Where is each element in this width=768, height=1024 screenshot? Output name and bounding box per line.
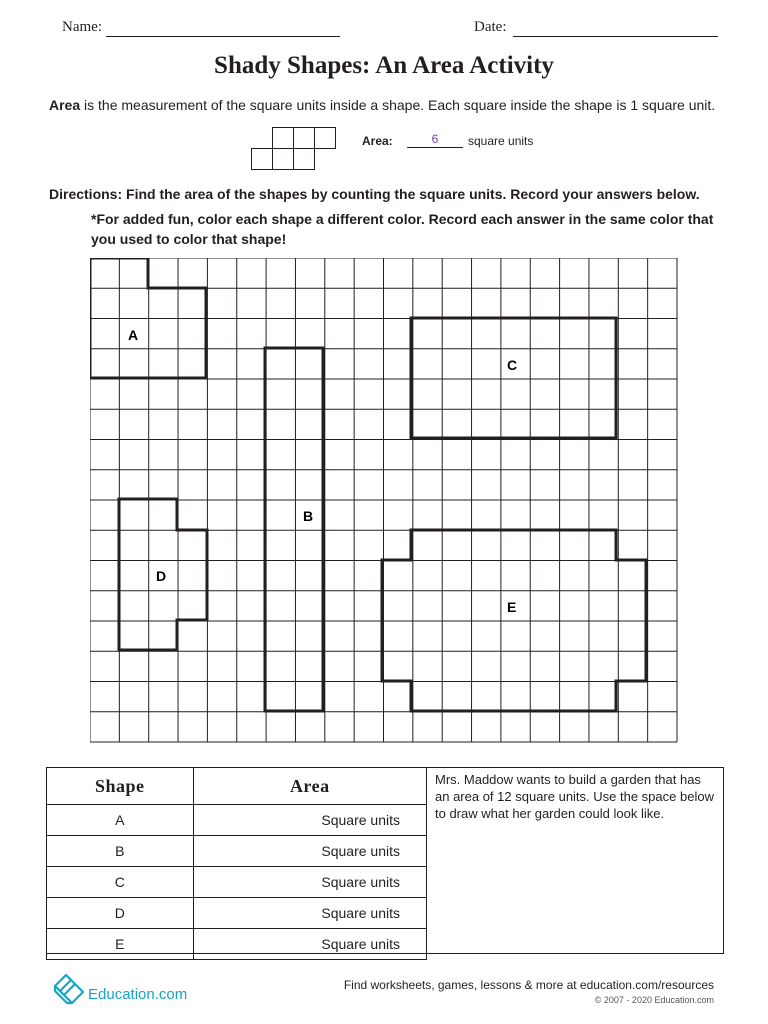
table-header-row bbox=[47, 768, 427, 805]
directions: Directions: Find the area of the shapes by counting the square units. Record your answers below. bbox=[49, 186, 700, 202]
area-term: Area bbox=[49, 97, 81, 113]
brand-logo[interactable] bbox=[52, 972, 188, 1011]
row-area-answer[interactable]: Square units bbox=[193, 836, 426, 867]
example-cell bbox=[272, 148, 294, 170]
example-area-answer: 6 bbox=[407, 132, 463, 148]
example-area-units: square units bbox=[468, 134, 534, 148]
shape-b-label: B bbox=[303, 508, 314, 524]
footer-tagline[interactable]: Find worksheets, games, lessons & more at education.com/resources bbox=[343, 978, 714, 992]
fun-note: *For added fun, color each shape a different color. Record each answer in the same color that you used to color that shape! bbox=[91, 211, 714, 247]
example-cell bbox=[251, 148, 273, 170]
example-area-label: Area: bbox=[362, 134, 393, 148]
shape-b-outline bbox=[265, 348, 323, 711]
garden-prompt: Mrs. Maddow wants to build a garden that has an area of 12 square units. Use the space below to draw what her garden could look like. bbox=[435, 772, 714, 821]
shape-column-header: Shape bbox=[47, 768, 194, 805]
table-row bbox=[47, 867, 427, 898]
footer-copyright: © 2007 - 2020 Education.com bbox=[594, 995, 714, 1005]
table-row bbox=[47, 929, 427, 960]
row-area-answer[interactable]: Square units bbox=[193, 805, 426, 836]
table-row bbox=[47, 836, 427, 867]
shape-c-label: C bbox=[507, 357, 518, 373]
shape-a-label: A bbox=[128, 327, 139, 343]
area-column-header: Area bbox=[193, 768, 426, 805]
row-area-answer[interactable]: Square units bbox=[193, 929, 426, 960]
area-definition bbox=[49, 97, 715, 113]
education-logo-icon bbox=[52, 972, 86, 1006]
example-cell bbox=[272, 127, 294, 149]
example-cell bbox=[314, 127, 336, 149]
row-shape: B bbox=[47, 836, 194, 867]
page-title: Shady Shapes: An Area Activity bbox=[214, 52, 554, 79]
answer-table bbox=[46, 767, 427, 960]
row-area-answer[interactable]: Square units bbox=[193, 867, 426, 898]
shape-d-label: D bbox=[156, 568, 167, 584]
date-field[interactable] bbox=[513, 36, 718, 37]
row-shape: C bbox=[47, 867, 194, 898]
name-field[interactable] bbox=[106, 36, 340, 37]
row-shape: E bbox=[47, 929, 194, 960]
brand-name: Education.com bbox=[88, 986, 188, 1003]
table-row bbox=[47, 805, 427, 836]
area-definition-text: is the measurement of the square units inside a shape. Each square inside the shape is 1 square unit. bbox=[80, 97, 716, 113]
table-row bbox=[47, 898, 427, 929]
example-cell bbox=[293, 127, 315, 149]
row-shape: D bbox=[47, 898, 194, 929]
shape-grid bbox=[90, 258, 678, 744]
date-label: Date: bbox=[474, 19, 507, 35]
shape-e-label: E bbox=[507, 599, 517, 615]
name-label: Name: bbox=[62, 19, 102, 35]
row-shape: A bbox=[47, 805, 194, 836]
example-cell bbox=[293, 148, 315, 170]
row-area-answer[interactable]: Square units bbox=[193, 898, 426, 929]
